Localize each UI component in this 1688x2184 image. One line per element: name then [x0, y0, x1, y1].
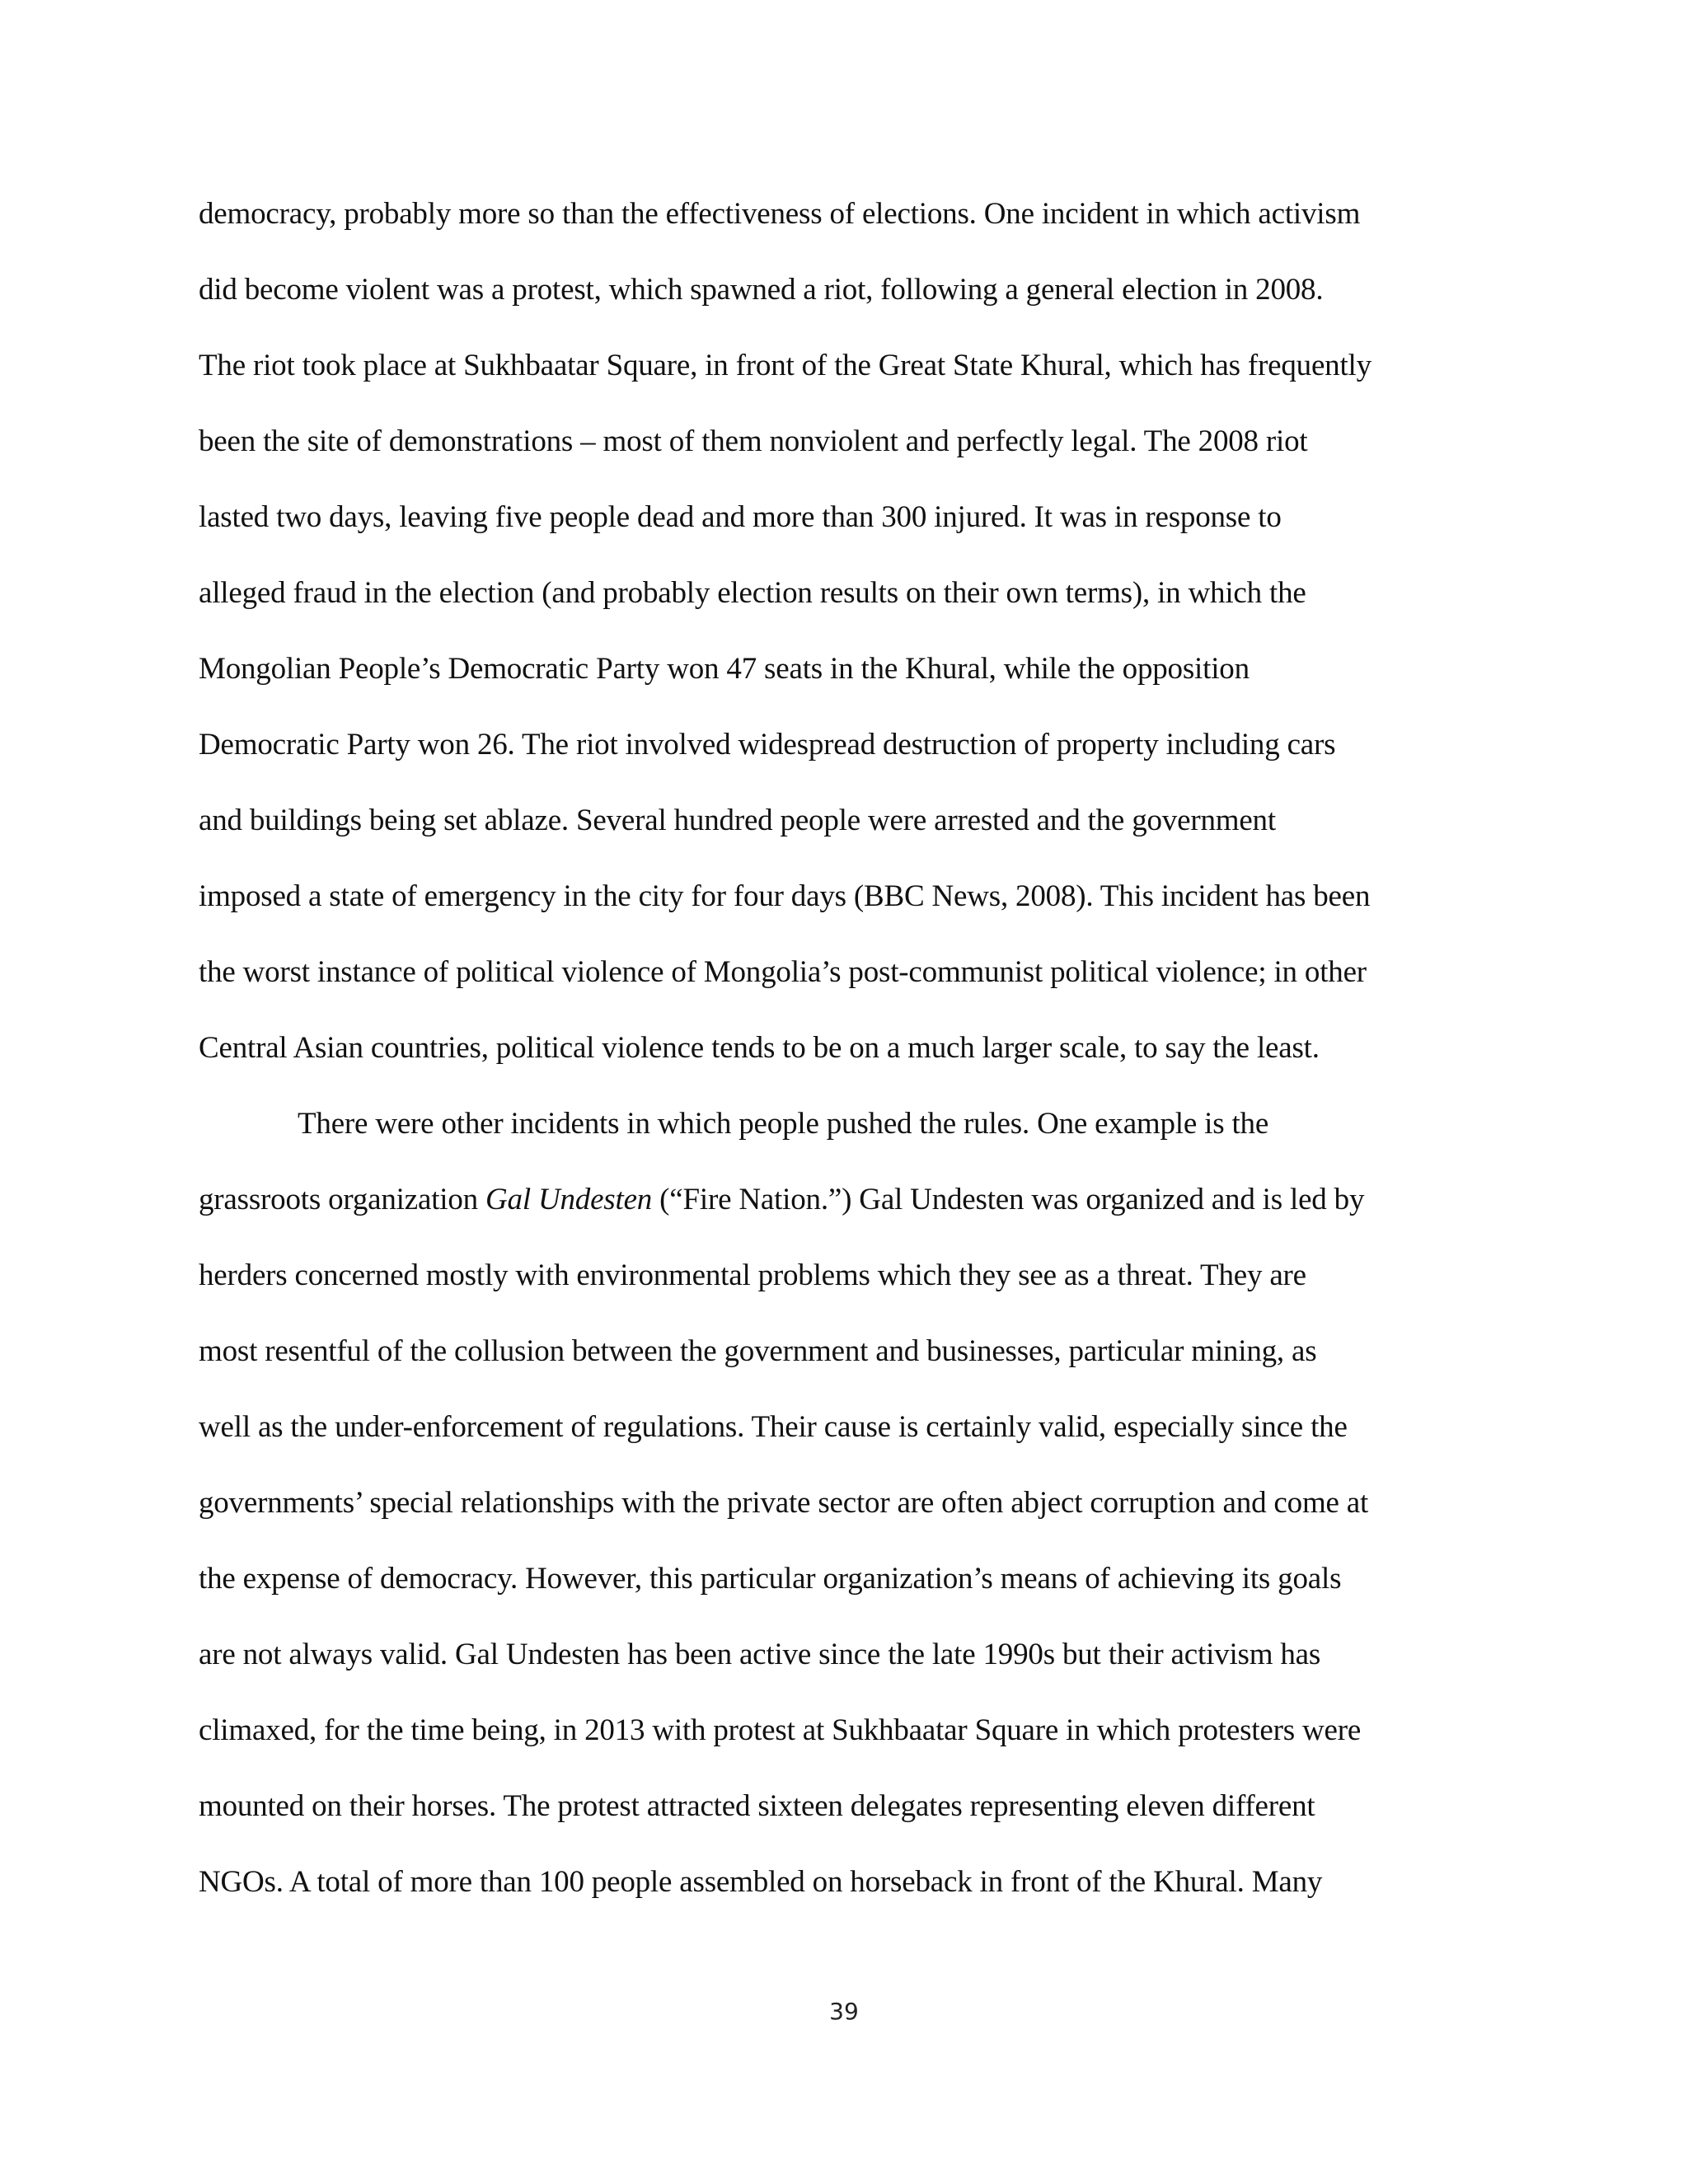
text-line: the expense of democracy. However, this particular organization’s means of achieving its goals	[199, 1562, 1342, 1596]
text-line: and buildings being set ablaze. Several hundred people were arrested and the government	[199, 804, 1276, 837]
text-line: alleged fraud in the election (and probably election results on their own terms), in which the	[199, 576, 1306, 610]
text-line: mounted on their horses. The protest attracted sixteen delegates representing eleven different	[199, 1789, 1315, 1823]
text-line: The riot took place at Sukhbaatar Square, in front of the Great State Khural, which has frequently	[199, 349, 1372, 382]
text-line: democracy, probably more so than the effectiveness of elections. One incident in which activism	[199, 197, 1361, 231]
text-line: Central Asian countries, political violence tends to be on a much larger scale, to say the least.	[199, 1031, 1320, 1065]
page-number: 39	[829, 1998, 859, 2025]
text-line: imposed a state of emergency in the city for four days (BBC News, 2008). This incident has been	[199, 879, 1371, 913]
text-line: herders concerned mostly with environmental problems which they see as a threat. They are	[199, 1258, 1306, 1292]
text-line: Democratic Party won 26. The riot involved widespread destruction of property including cars	[199, 728, 1336, 762]
text-line: NGOs. A total of more than 100 people assembled on horseback in front of the Khural. Many	[199, 1865, 1323, 1899]
text-segment: grassroots organization	[199, 1183, 486, 1216]
text-line: the worst instance of political violence of Mongolia’s post-communist political violence; in other	[199, 955, 1367, 989]
text-line: Mongolian People’s Democratic Party won 47 seats in the Khural, while the opposition	[199, 652, 1250, 686]
italic-term: Gal Undesten	[485, 1183, 653, 1216]
text-line: lasted two days, leaving five people dead and more than 300 injured. It was in response to	[199, 500, 1282, 534]
text-line-with-italic	[199, 1181, 1364, 1219]
text-line: did become violent was a protest, which spawned a riot, following a general election in 2008.	[199, 273, 1324, 307]
text-line: well as the under-enforcement of regulations. Their cause is certainly valid, especially since the	[199, 1410, 1348, 1444]
text-line: are not always valid. Gal Undesten has been active since the late 1990s but their activism has	[199, 1638, 1321, 1671]
text-line: governments’ special relationships with the private sector are often abject corruption and come at	[199, 1486, 1369, 1520]
paragraph-start-line: There were other incidents in which people pushed the rules. One example is the	[298, 1107, 1269, 1141]
text-segment: (“Fire Nation.”) Gal Undesten was organized and is led by	[652, 1183, 1365, 1216]
text-line: most resentful of the collusion between the government and businesses, particular mining, as	[199, 1334, 1317, 1368]
text-line: been the site of demonstrations – most of them nonviolent and perfectly legal. The 2008 riot	[199, 424, 1308, 458]
text-line: climaxed, for the time being, in 2013 with protest at Sukhbaatar Square in which protesters were	[199, 1713, 1362, 1747]
